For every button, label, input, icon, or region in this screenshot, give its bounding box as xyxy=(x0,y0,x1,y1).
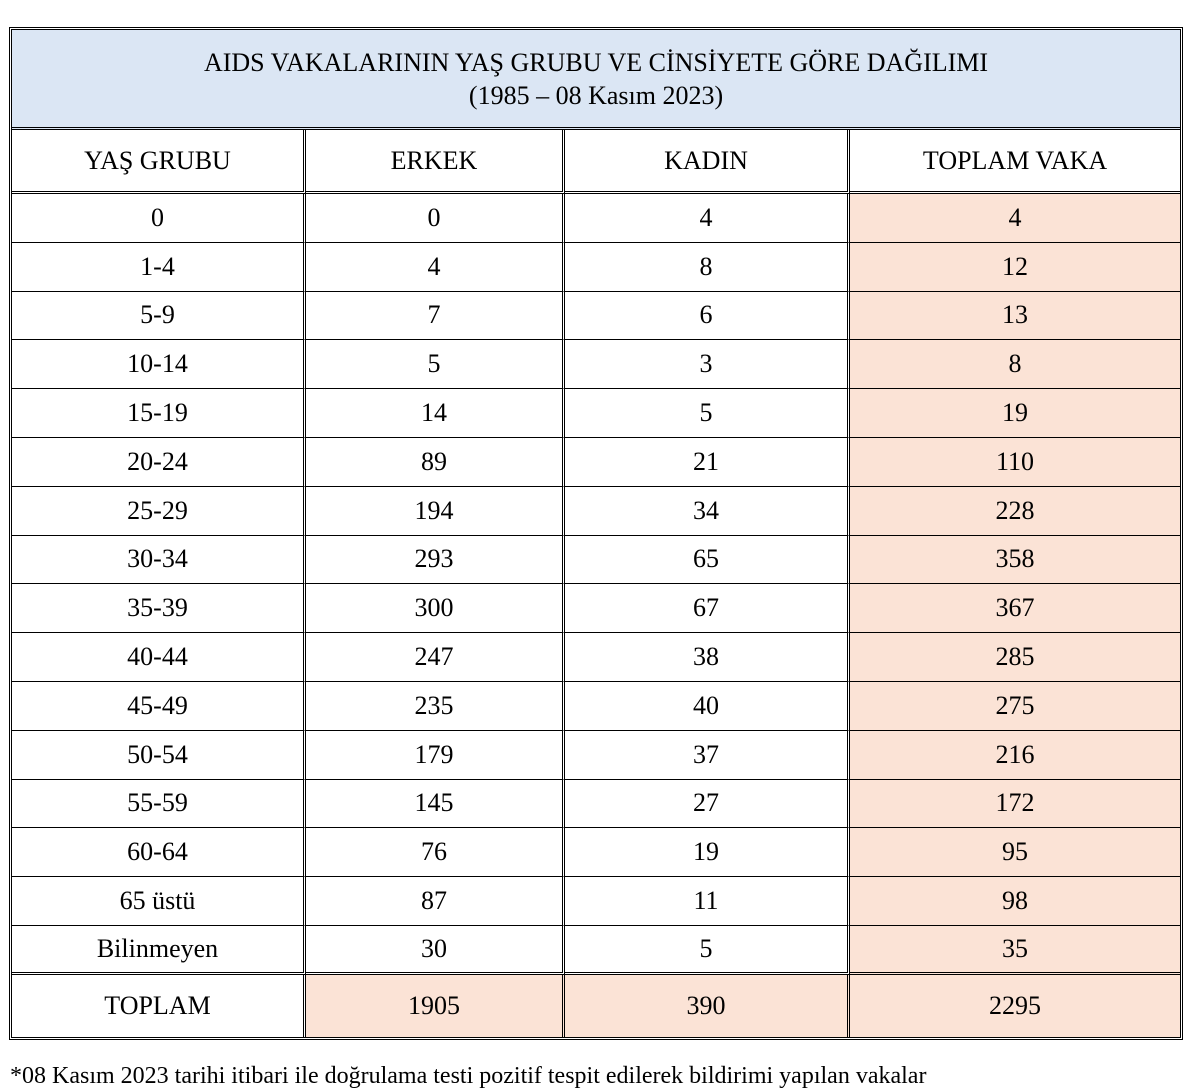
total-male: 1905 xyxy=(306,975,565,1037)
table-title: AIDS VAKALARININ YAŞ GRUBU VE CİNSİYETE GÖRE DAĞILIMI xyxy=(203,47,989,77)
aids-cases-table-container xyxy=(9,27,1183,1040)
cell-age-group: 45-49 xyxy=(12,682,306,731)
table-row xyxy=(12,194,1180,243)
cell-male: 300 xyxy=(306,584,565,633)
cell-male: 247 xyxy=(306,633,565,682)
table-row xyxy=(12,243,1180,292)
cell-total: 358 xyxy=(850,536,1180,585)
cell-total: 285 xyxy=(850,633,1180,682)
cell-age-group: 40-44 xyxy=(12,633,306,682)
cell-age-group: 50-54 xyxy=(12,731,306,780)
cell-female: 40 xyxy=(565,682,850,731)
cell-male: 7 xyxy=(306,292,565,341)
cell-age-group: 30-34 xyxy=(12,536,306,585)
header-male: ERKEK xyxy=(306,130,565,194)
cell-female: 34 xyxy=(565,487,850,536)
cell-female: 4 xyxy=(565,194,850,243)
header-female: KADIN xyxy=(565,130,850,194)
cell-male: 194 xyxy=(306,487,565,536)
cell-age-group: 5-9 xyxy=(12,292,306,341)
cell-age-group: 10-14 xyxy=(12,340,306,389)
cell-female: 67 xyxy=(565,584,850,633)
table-row xyxy=(12,877,1180,926)
table-title-cell xyxy=(12,30,1180,130)
table-row xyxy=(12,292,1180,341)
cell-female: 5 xyxy=(565,926,850,975)
cell-male: 4 xyxy=(306,243,565,292)
cell-age-group: 1-4 xyxy=(12,243,306,292)
cell-male: 145 xyxy=(306,780,565,829)
cell-male: 5 xyxy=(306,340,565,389)
cell-female: 65 xyxy=(565,536,850,585)
cell-female: 11 xyxy=(565,877,850,926)
cell-total: 98 xyxy=(850,877,1180,926)
cell-age-group: 35-39 xyxy=(12,584,306,633)
cell-male: 87 xyxy=(306,877,565,926)
header-total-cases: TOPLAM VAKA xyxy=(850,130,1180,194)
table-total-row xyxy=(12,975,1180,1037)
table-row xyxy=(12,926,1180,975)
cell-total: 172 xyxy=(850,780,1180,829)
cell-total: 19 xyxy=(850,389,1180,438)
table-row xyxy=(12,731,1180,780)
table-header-row xyxy=(12,130,1180,194)
table-row xyxy=(12,487,1180,536)
table-title-row xyxy=(12,30,1180,130)
cell-male: 293 xyxy=(306,536,565,585)
cell-female: 6 xyxy=(565,292,850,341)
cell-total: 275 xyxy=(850,682,1180,731)
cell-male: 179 xyxy=(306,731,565,780)
cell-male: 0 xyxy=(306,194,565,243)
cell-female: 27 xyxy=(565,780,850,829)
table-row xyxy=(12,536,1180,585)
aids-cases-table xyxy=(12,30,1180,1037)
cell-age-group: 0 xyxy=(12,194,306,243)
total-female: 390 xyxy=(565,975,850,1037)
table-row xyxy=(12,340,1180,389)
cell-male: 89 xyxy=(306,438,565,487)
table-row xyxy=(12,780,1180,829)
total-all: 2295 xyxy=(850,975,1180,1037)
cell-female: 19 xyxy=(565,828,850,877)
cell-total: 8 xyxy=(850,340,1180,389)
cell-male: 30 xyxy=(306,926,565,975)
cell-male: 76 xyxy=(306,828,565,877)
cell-female: 8 xyxy=(565,243,850,292)
cell-total: 35 xyxy=(850,926,1180,975)
header-age-group: YAŞ GRUBU xyxy=(12,130,306,194)
table-row xyxy=(12,389,1180,438)
footnote: *08 Kasım 2023 tarihi itibari ile doğrulama testi pozitif tespit edilerek bildirimi yapılan vakalar xyxy=(10,1063,927,1089)
table-row xyxy=(12,682,1180,731)
table-subtitle: (1985 – 08 Kasım 2023) xyxy=(468,80,724,110)
cell-total: 110 xyxy=(850,438,1180,487)
cell-age-group: Bilinmeyen xyxy=(12,926,306,975)
table-row xyxy=(12,438,1180,487)
cell-total: 95 xyxy=(850,828,1180,877)
cell-female: 38 xyxy=(565,633,850,682)
cell-age-group: 60-64 xyxy=(12,828,306,877)
cell-female: 37 xyxy=(565,731,850,780)
cell-age-group: 15-19 xyxy=(12,389,306,438)
cell-total: 228 xyxy=(850,487,1180,536)
cell-total: 216 xyxy=(850,731,1180,780)
total-label: TOPLAM xyxy=(12,975,306,1037)
cell-age-group: 20-24 xyxy=(12,438,306,487)
cell-total: 12 xyxy=(850,243,1180,292)
cell-female: 5 xyxy=(565,389,850,438)
cell-female: 3 xyxy=(565,340,850,389)
cell-age-group: 65 üstü xyxy=(12,877,306,926)
cell-age-group: 25-29 xyxy=(12,487,306,536)
cell-total: 13 xyxy=(850,292,1180,341)
cell-female: 21 xyxy=(565,438,850,487)
cell-total: 4 xyxy=(850,194,1180,243)
cell-total: 367 xyxy=(850,584,1180,633)
table-row xyxy=(12,633,1180,682)
table-row xyxy=(12,584,1180,633)
cell-male: 14 xyxy=(306,389,565,438)
table-row xyxy=(12,828,1180,877)
cell-male: 235 xyxy=(306,682,565,731)
cell-age-group: 55-59 xyxy=(12,780,306,829)
